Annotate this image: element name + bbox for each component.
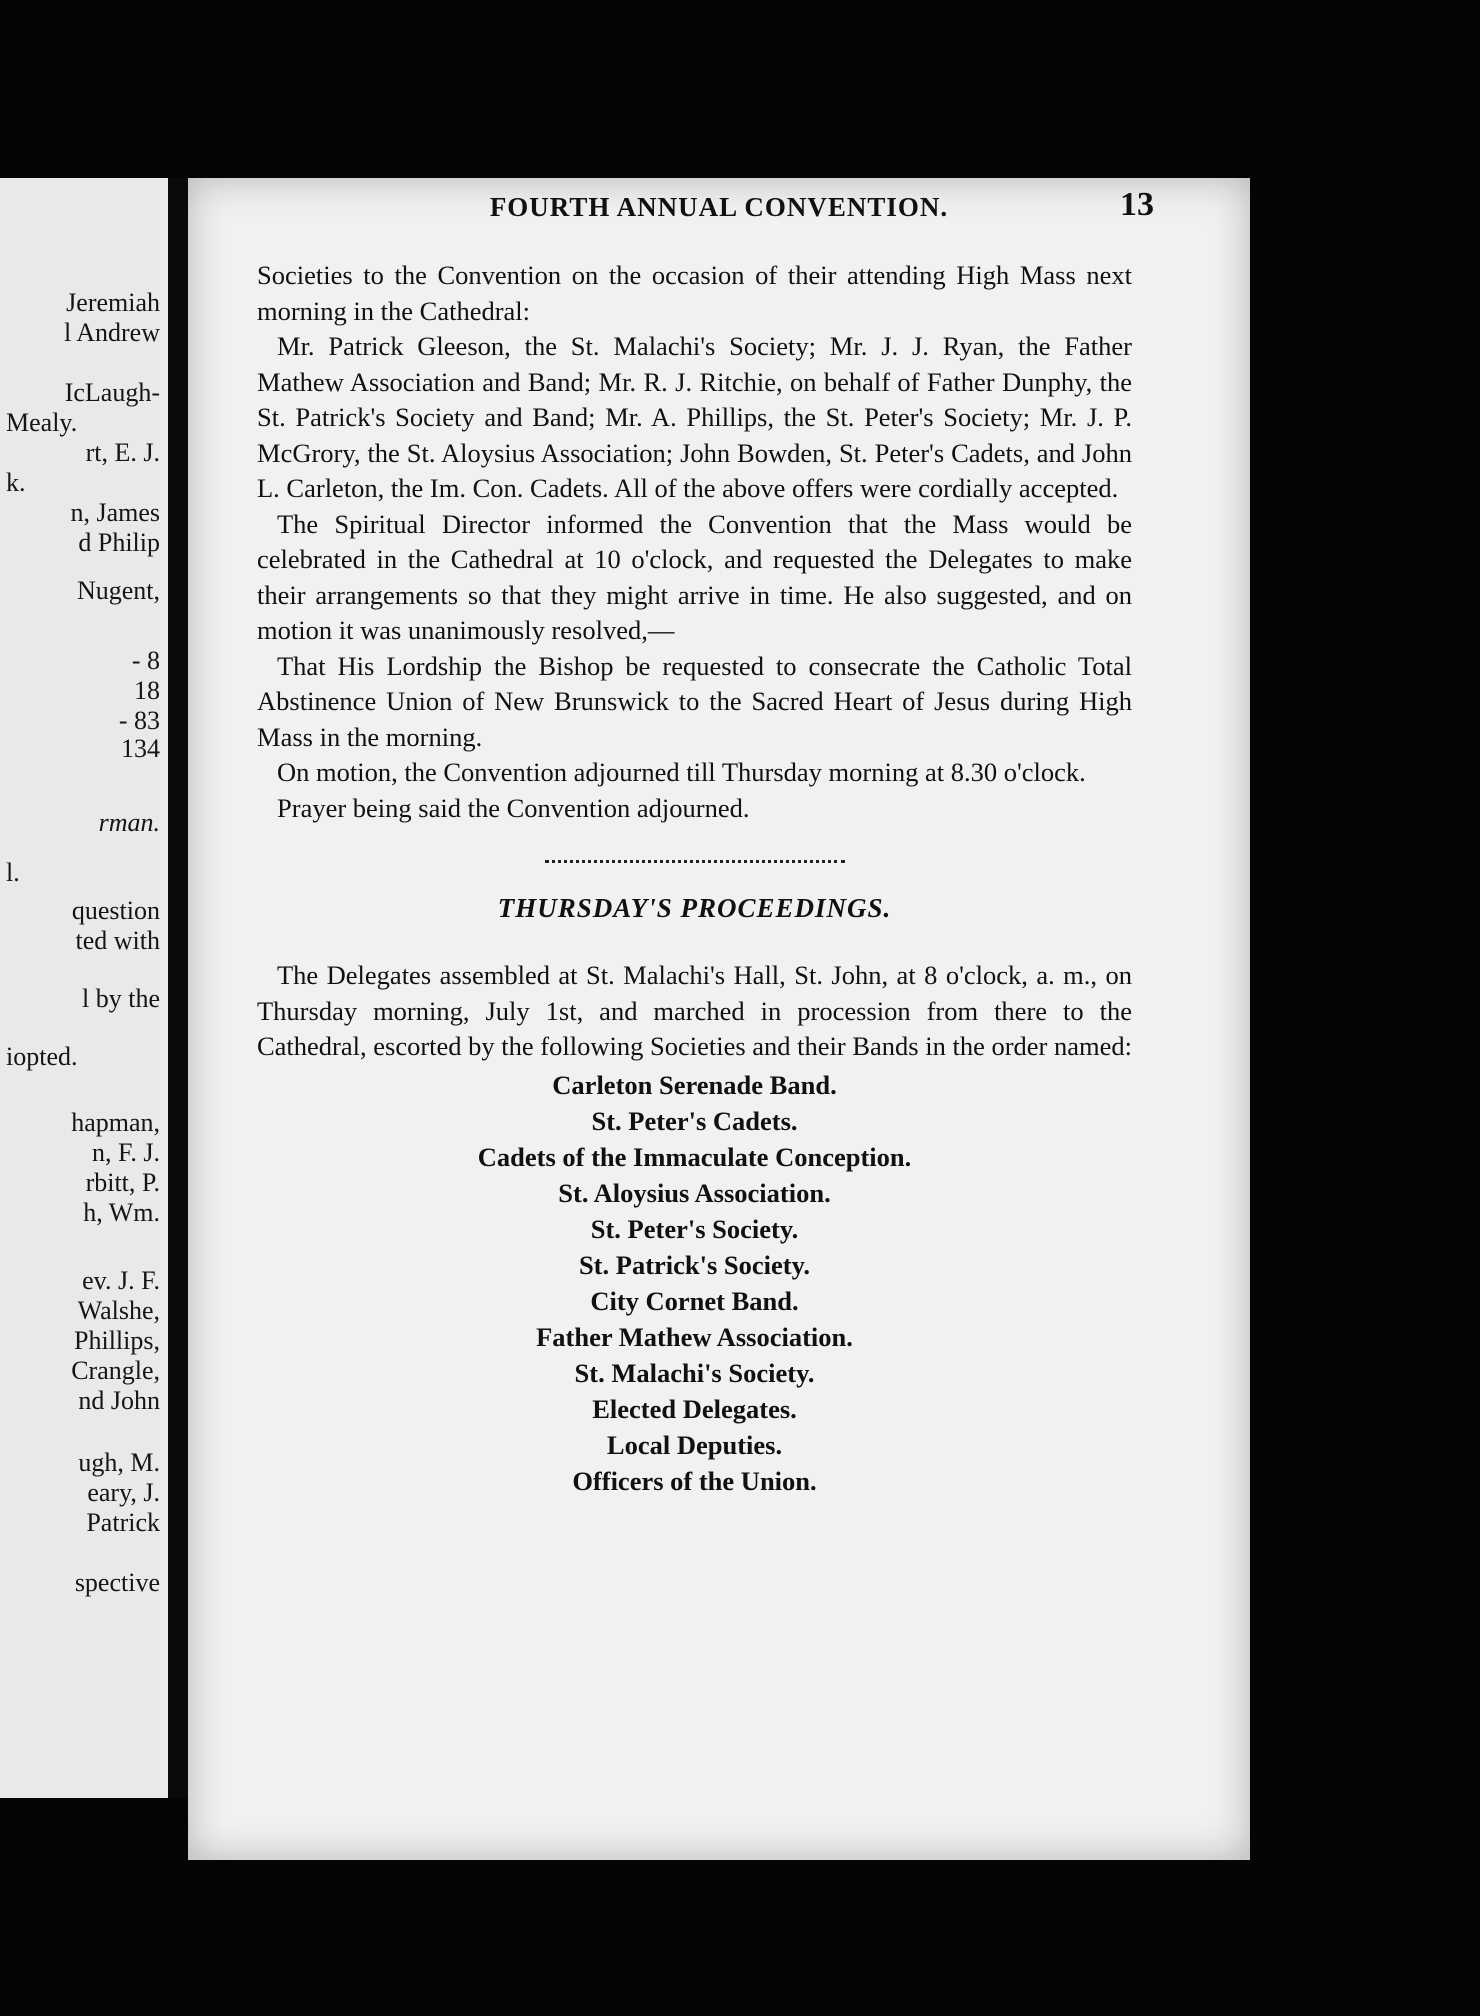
procession-item: Father Mathew Association. [536, 1321, 853, 1352]
left-page-line: IcLaugh- [64, 378, 160, 407]
left-page-fragment [0, 178, 168, 1798]
procession-item: St. Patrick's Society. [578, 1249, 811, 1280]
left-page-line: question [71, 896, 160, 925]
left-page-line: l by the [82, 984, 160, 1013]
left-page-line: rt, E. J. [85, 438, 160, 467]
left-page-line: n, James [70, 498, 160, 527]
left-page-line: eary, J. [87, 1478, 160, 1507]
procession-item: Officers of the Union. [572, 1465, 817, 1496]
section-heading: THURSDAY'S PROCEEDINGS. [497, 893, 892, 923]
left-page-line: ugh, M. [78, 1448, 160, 1477]
procession-item: Cadets of the Immaculate Conception. [477, 1141, 912, 1172]
left-page-line: spective [74, 1568, 160, 1597]
paragraph: The Delegates assembled at St. Malachi's Hall, St. John, at 8 o'clock, a. m., on Thursday morning, July 1st, and marched in procession from there to the Cathedral, escorted by the following Societies and their Bands in the order named: [257, 960, 1132, 1061]
left-page-line: h, Wm. [83, 1198, 160, 1227]
page-body [257, 258, 1132, 1499]
left-page-line: Jeremiah [66, 288, 160, 317]
procession-item: St. Aloysius Association. [558, 1177, 831, 1208]
left-page-line: n, F. J. [92, 1138, 160, 1167]
paragraph: Prayer being said the Convention adjourned. [277, 792, 750, 823]
left-page-line: nd John [78, 1386, 160, 1415]
left-page-line: d Philip [78, 528, 160, 557]
left-page-line: l Andrew [63, 318, 160, 347]
dotted-divider [545, 860, 845, 863]
paragraph: On motion, the Convention adjourned till Thursday morning at 8.30 o'clock. [277, 757, 1086, 787]
running-header [188, 184, 1250, 224]
left-page-line: k. [6, 468, 26, 497]
left-page-line: rbitt, P. [85, 1168, 160, 1197]
paragraph: Societies to the Convention on the occasion of their attending High Mass next morning in the Cathedral: [257, 260, 1132, 326]
procession-item: Elected Delegates. [592, 1393, 797, 1424]
left-page-line: ev. J. F. [82, 1266, 160, 1295]
paragraph: Mr. Patrick Gleeson, the St. Malachi's Society; Mr. J. J. Ryan, the Father Mathew Association and Band; Mr. R. J. Ritchie, on behalf of Father Dunphy, the St. Patrick's Society and Band; Mr. A. Phillips, the St. Peter's Society; Mr. J. P. McGrory, the St. Aloysius Association; John Bowden, St. Peter's Cadets, and John L. Carleton, the Im. Con. Cadets. All of the above offers were cordially accepted. [257, 331, 1132, 503]
procession-item: City Cornet Band. [590, 1285, 799, 1316]
procession-item: Carleton Serenade Band. [552, 1069, 837, 1100]
procession-item: St. Peter's Society. [590, 1213, 799, 1244]
page-number: 13 [1120, 186, 1154, 223]
left-page-line: rman. [98, 808, 160, 837]
procession-item: Local Deputies. [606, 1429, 783, 1460]
paragraph: The Spiritual Director informed the Convention that the Mass would be celebrated in the Cathedral at 10 o'clock, and requested the Delegates to make their arrangements so that they might arrive in time. He also suggested, and on motion it was unanimously resolved,— [257, 508, 1132, 645]
paragraph: That His Lordship the Bishop be requested to consecrate the Catholic Total Abstinence Union of New Brunswick to the Sacred Heart of Jesus during High Mass in the morning. [257, 650, 1132, 752]
left-page-line: Patrick [86, 1508, 160, 1537]
left-page-line: ted with [75, 926, 160, 955]
left-page-line: Crangle, [71, 1356, 160, 1385]
left-page-line: 18 [134, 676, 160, 705]
left-page-line: Phillips, [74, 1326, 160, 1355]
left-page-line: Walshe, [77, 1296, 160, 1325]
book-page [188, 178, 1250, 1860]
left-page-line: Mealy. [6, 408, 78, 437]
procession-item: St. Peter's Cadets. [591, 1105, 798, 1136]
procession-item: St. Malachi's Society. [574, 1357, 815, 1388]
left-page-line: hapman, [71, 1108, 160, 1137]
left-page-line: - 8 [131, 646, 160, 675]
left-page-line: 134 [121, 734, 160, 763]
left-page-line: - 83 [118, 706, 160, 735]
left-page-line: Nugent, [76, 576, 160, 605]
running-title: FOURTH ANNUAL CONVENTION. [489, 192, 949, 222]
left-page-line: iopted. [6, 1042, 78, 1071]
page-gutter [168, 178, 188, 1798]
left-page-line: l. [6, 858, 20, 887]
procession-list [257, 1067, 1132, 1499]
